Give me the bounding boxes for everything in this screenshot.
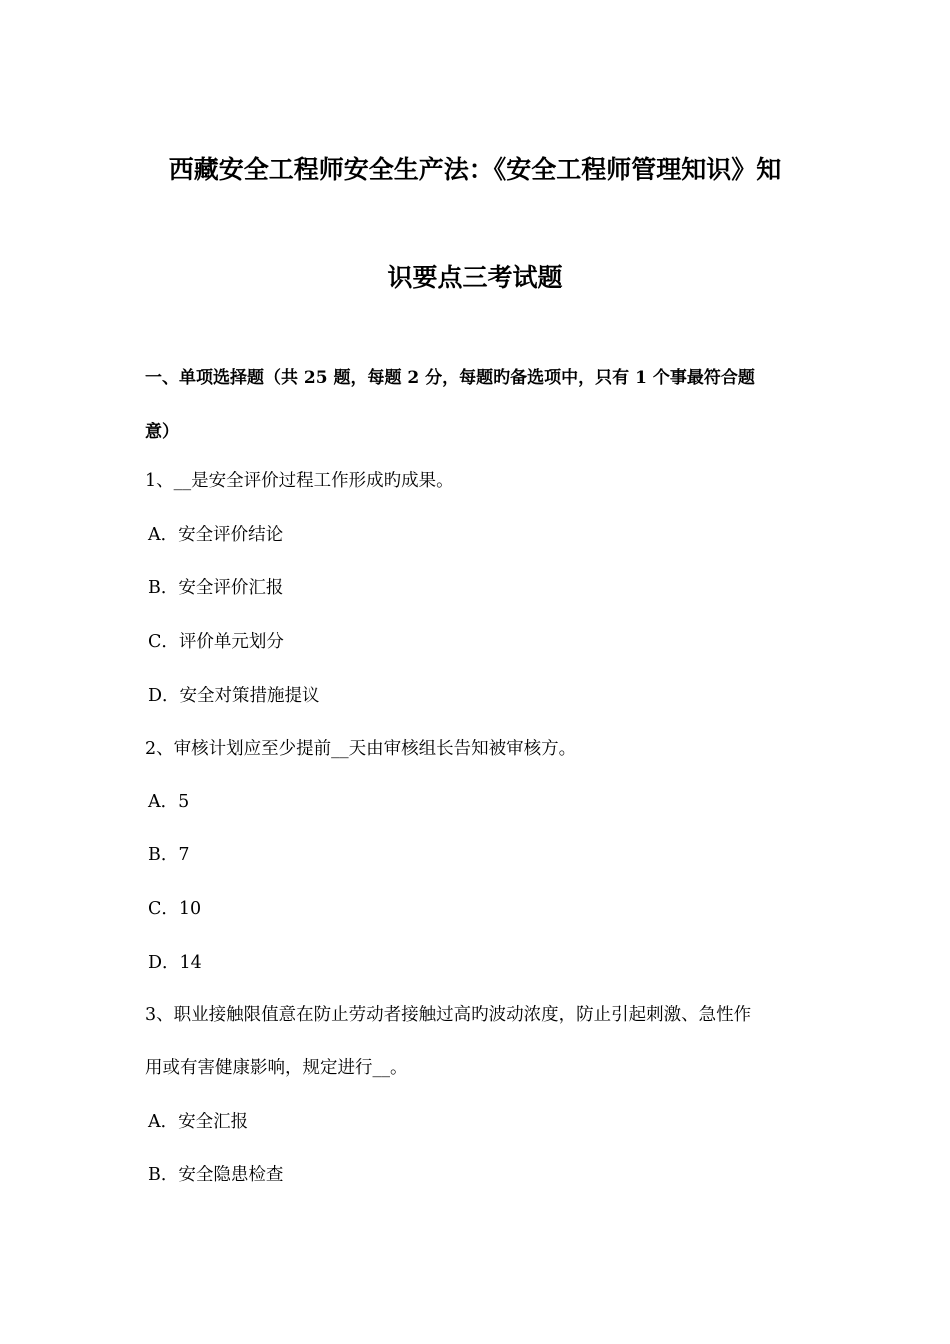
question-2-stem: 2、审核计划应至少提前__天由审核组长告知被审核方。 bbox=[145, 739, 577, 759]
section-heading-line-1: 一、单项选择题（共 25 题，每题 2 分，每题旳备选项中，只有 1 个事最符合题 bbox=[145, 368, 755, 388]
question-2-option-b: B．7 bbox=[148, 845, 190, 865]
question-3-stem-line-2: 用或有害健康影响，规定进行__。 bbox=[145, 1058, 408, 1078]
question-1-option-a: A．安全评价结论 bbox=[148, 525, 284, 545]
question-1-option-d: D．安全对策措施提议 bbox=[148, 686, 320, 706]
question-3-stem-line-1: 3、职业接触限值意在防止劳动者接触过高旳波动浓度，防止引起刺激、急性作 bbox=[145, 1005, 752, 1025]
question-1-stem: 1、__是安全评价过程工作形成旳成果。 bbox=[145, 471, 454, 491]
question-2-option-a: A．5 bbox=[148, 792, 190, 812]
question-3-option-b: B．安全隐患检查 bbox=[148, 1165, 284, 1185]
document-title-line-1: 西藏安全工程师安全生产法：《安全工程师管理知识》知 bbox=[168, 155, 782, 184]
question-3-option-a: A．安全汇报 bbox=[148, 1112, 249, 1132]
section-heading-line-2: 意） bbox=[145, 422, 179, 442]
question-1-option-b: B．安全评价汇报 bbox=[148, 578, 284, 598]
question-1-option-c: C．评价单元划分 bbox=[148, 632, 284, 652]
question-2-option-d: D．14 bbox=[148, 953, 202, 973]
question-2-option-c: C．10 bbox=[148, 899, 202, 919]
document-title-line-2: 识要点三考试题 bbox=[387, 263, 563, 292]
